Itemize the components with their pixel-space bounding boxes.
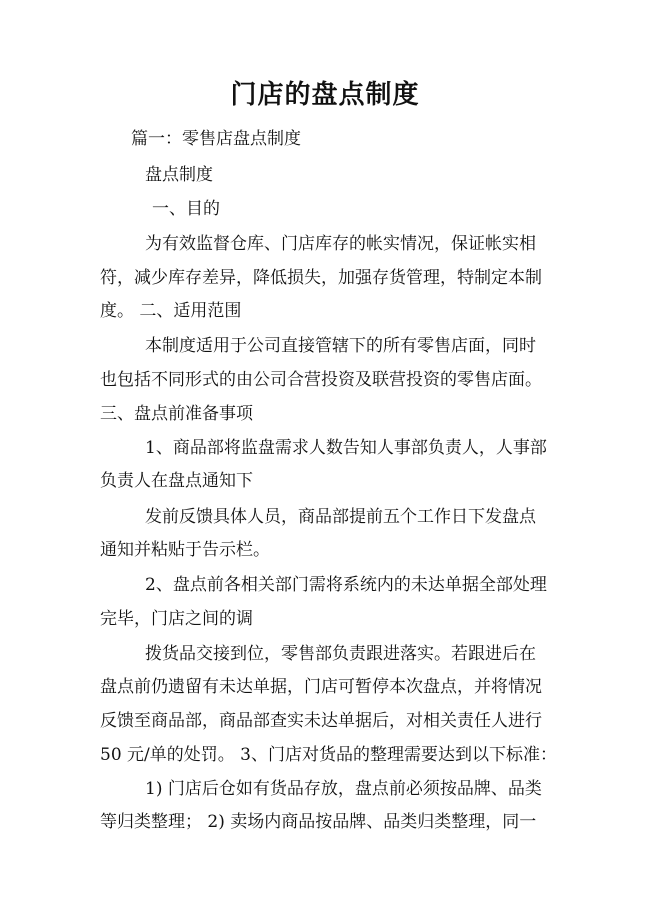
paragraph-line: 1、商品部将监盘需求人数告知人事部负责人，人事部 bbox=[145, 438, 547, 458]
section-heading-1: 篇一：零售店盘点制度 bbox=[131, 129, 301, 149]
paragraph-line: 反馈至商品部，商品部查实未达单据后，对相关责任人进行 bbox=[100, 711, 542, 731]
clause-heading: 三、盘点前准备事项 bbox=[100, 404, 253, 424]
paragraph-line: 也包括不同形式的由公司合营投资及联营投资的零售店面。 bbox=[100, 370, 542, 390]
paragraph-line: 1) 门店后仓如有货品存放，盘点前必须按品牌、品类 bbox=[145, 779, 542, 799]
paragraph-line: 负责人在盘点通知下 bbox=[100, 471, 253, 491]
paragraph-line: 等归类整理； 2) 卖场内商品按品牌、品类归类整理，同一 bbox=[100, 812, 537, 832]
paragraph-line: 完毕，门店之间的调 bbox=[100, 609, 253, 629]
paragraph-line: 为有效监督仓库、门店库存的帐实情况，保证帐实相 bbox=[145, 234, 536, 254]
paragraph-line: 盘点前仍遗留有未达单据，门店可暂停本次盘点，并将情况 bbox=[100, 677, 542, 697]
clause-heading: 一、目的 bbox=[152, 199, 220, 219]
paragraph-line: 50 元/单的处罚。 3、门店对货品的整理需要达到以下标准： bbox=[100, 745, 557, 765]
document-title: 门店的盘点制度 bbox=[230, 80, 420, 110]
paragraph-line: 通知并粘贴于告示栏。 bbox=[100, 540, 270, 560]
paragraph-line: 符，减少库存差异，降低损失，加强存货管理，特制定本制 bbox=[100, 268, 542, 288]
paragraph-line: 度。 二、适用范围 bbox=[100, 301, 242, 321]
subheading: 盘点制度 bbox=[145, 165, 213, 185]
paragraph-line: 2、盘点前各相关部门需将系统内的未达单据全部处理 bbox=[145, 575, 547, 595]
paragraph-line: 发前反馈具体人员，商品部提前五个工作日下发盘点 bbox=[145, 507, 536, 527]
paragraph-line: 本制度适用于公司直接管辖下的所有零售店面，同时 bbox=[145, 336, 536, 356]
paragraph-line: 拨货品交接到位，零售部负责跟进落实。若跟进后在 bbox=[145, 644, 536, 664]
